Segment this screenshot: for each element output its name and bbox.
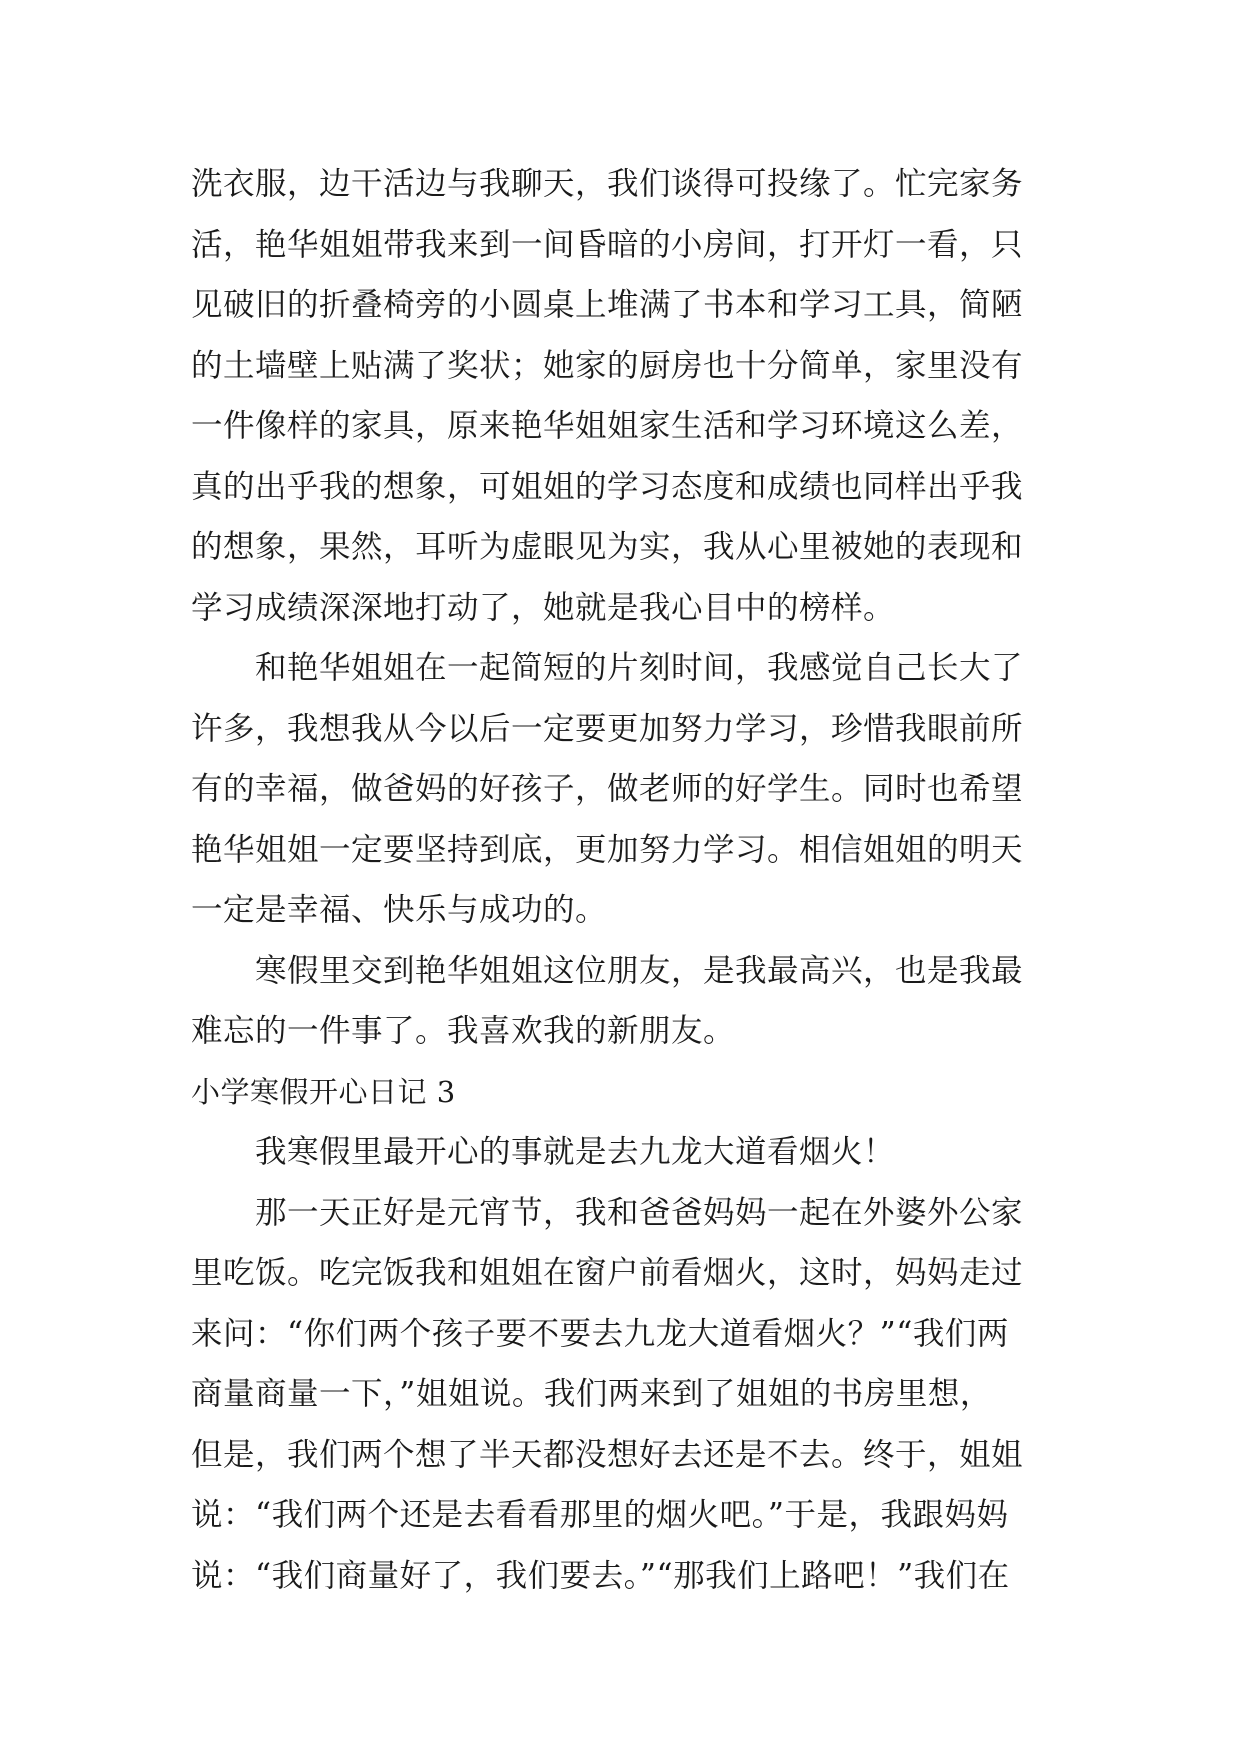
text-line: 里吃饭。吃完饭我和姐姐在窗户前看烟火，这时，妈妈走过 (191, 1255, 1024, 1291)
text-line: 一件像样的家具，原来艳华姐姐家生活和学习环境这么差， (191, 408, 1024, 444)
paragraph-first-line: 我寒假里最开心的事就是去九龙大道看烟火！ (255, 1134, 896, 1170)
text-line: 艳华姐姐一定要坚持到底，更加努力学习。相信姐姐的明天 (191, 831, 1024, 868)
text-line: 说：“我们商量好了，我们要去。”“那我们上路吧！”我们在 (191, 1557, 1010, 1594)
paragraph-first-line: 寒假里交到艳华姐姐这位朋友，是我最高兴，也是我最 (255, 952, 1024, 989)
text-line: 一定是幸福、快乐与成功的。 (191, 892, 608, 928)
document-body (191, 154, 1061, 1606)
paragraph-first-line: 和艳华姐姐在一起简短的片刻时间，我感觉自己长大了 (255, 650, 1024, 686)
text-line: 真的出乎我的想象，可姐姐的学习态度和成绩也同样出乎我 (191, 468, 1024, 505)
text-line: 洗衣服，边干活边与我聊天，我们谈得可投缘了。忙完家务 (191, 166, 1024, 202)
text-line: 商量商量一下，”姐姐说。我们两来到了姐姐的书房里想， (191, 1376, 992, 1412)
paragraph-first-line: 那一天正好是元宵节，我和爸爸妈妈一起在外婆外公家 (255, 1194, 1024, 1231)
text-line: 有的幸福，做爸妈的好孩子，做老师的好学生。同时也希望 (191, 771, 1024, 807)
text-line: 的土墙壁上贴满了奖状；她家的厨房也十分简单，家里没有 (191, 347, 1024, 384)
section-heading: 小学寒假开心日记 3 (191, 1074, 456, 1109)
text-line: 活，艳华姐姐带我来到一间昏暗的小房间，打开灯一看，只 (191, 226, 1024, 263)
text-line: 许多，我想我从今以后一定要更加努力学习，珍惜我眼前所 (191, 710, 1024, 747)
text-line: 来问：“你们两个孩子要不要去九龙大道看烟火？”“我们两 (191, 1315, 1009, 1352)
text-line: 难忘的一件事了。我喜欢我的新朋友。 (191, 1013, 736, 1049)
text-line: 学习成绩深深地打动了，她就是我心目中的榜样。 (191, 589, 896, 626)
text-line: 但是，我们两个想了半天都没想好去还是不去。终于，姐姐 (191, 1436, 1024, 1473)
text-line: 说：“我们两个还是去看看那里的烟火吧。”于是，我跟妈妈 (191, 1497, 1009, 1533)
text-line: 见破旧的折叠椅旁的小圆桌上堆满了书本和学习工具，简陋 (191, 287, 1024, 323)
text-line: 的想象，果然，耳听为虚眼见为实，我从心里被她的表现和 (191, 529, 1024, 565)
